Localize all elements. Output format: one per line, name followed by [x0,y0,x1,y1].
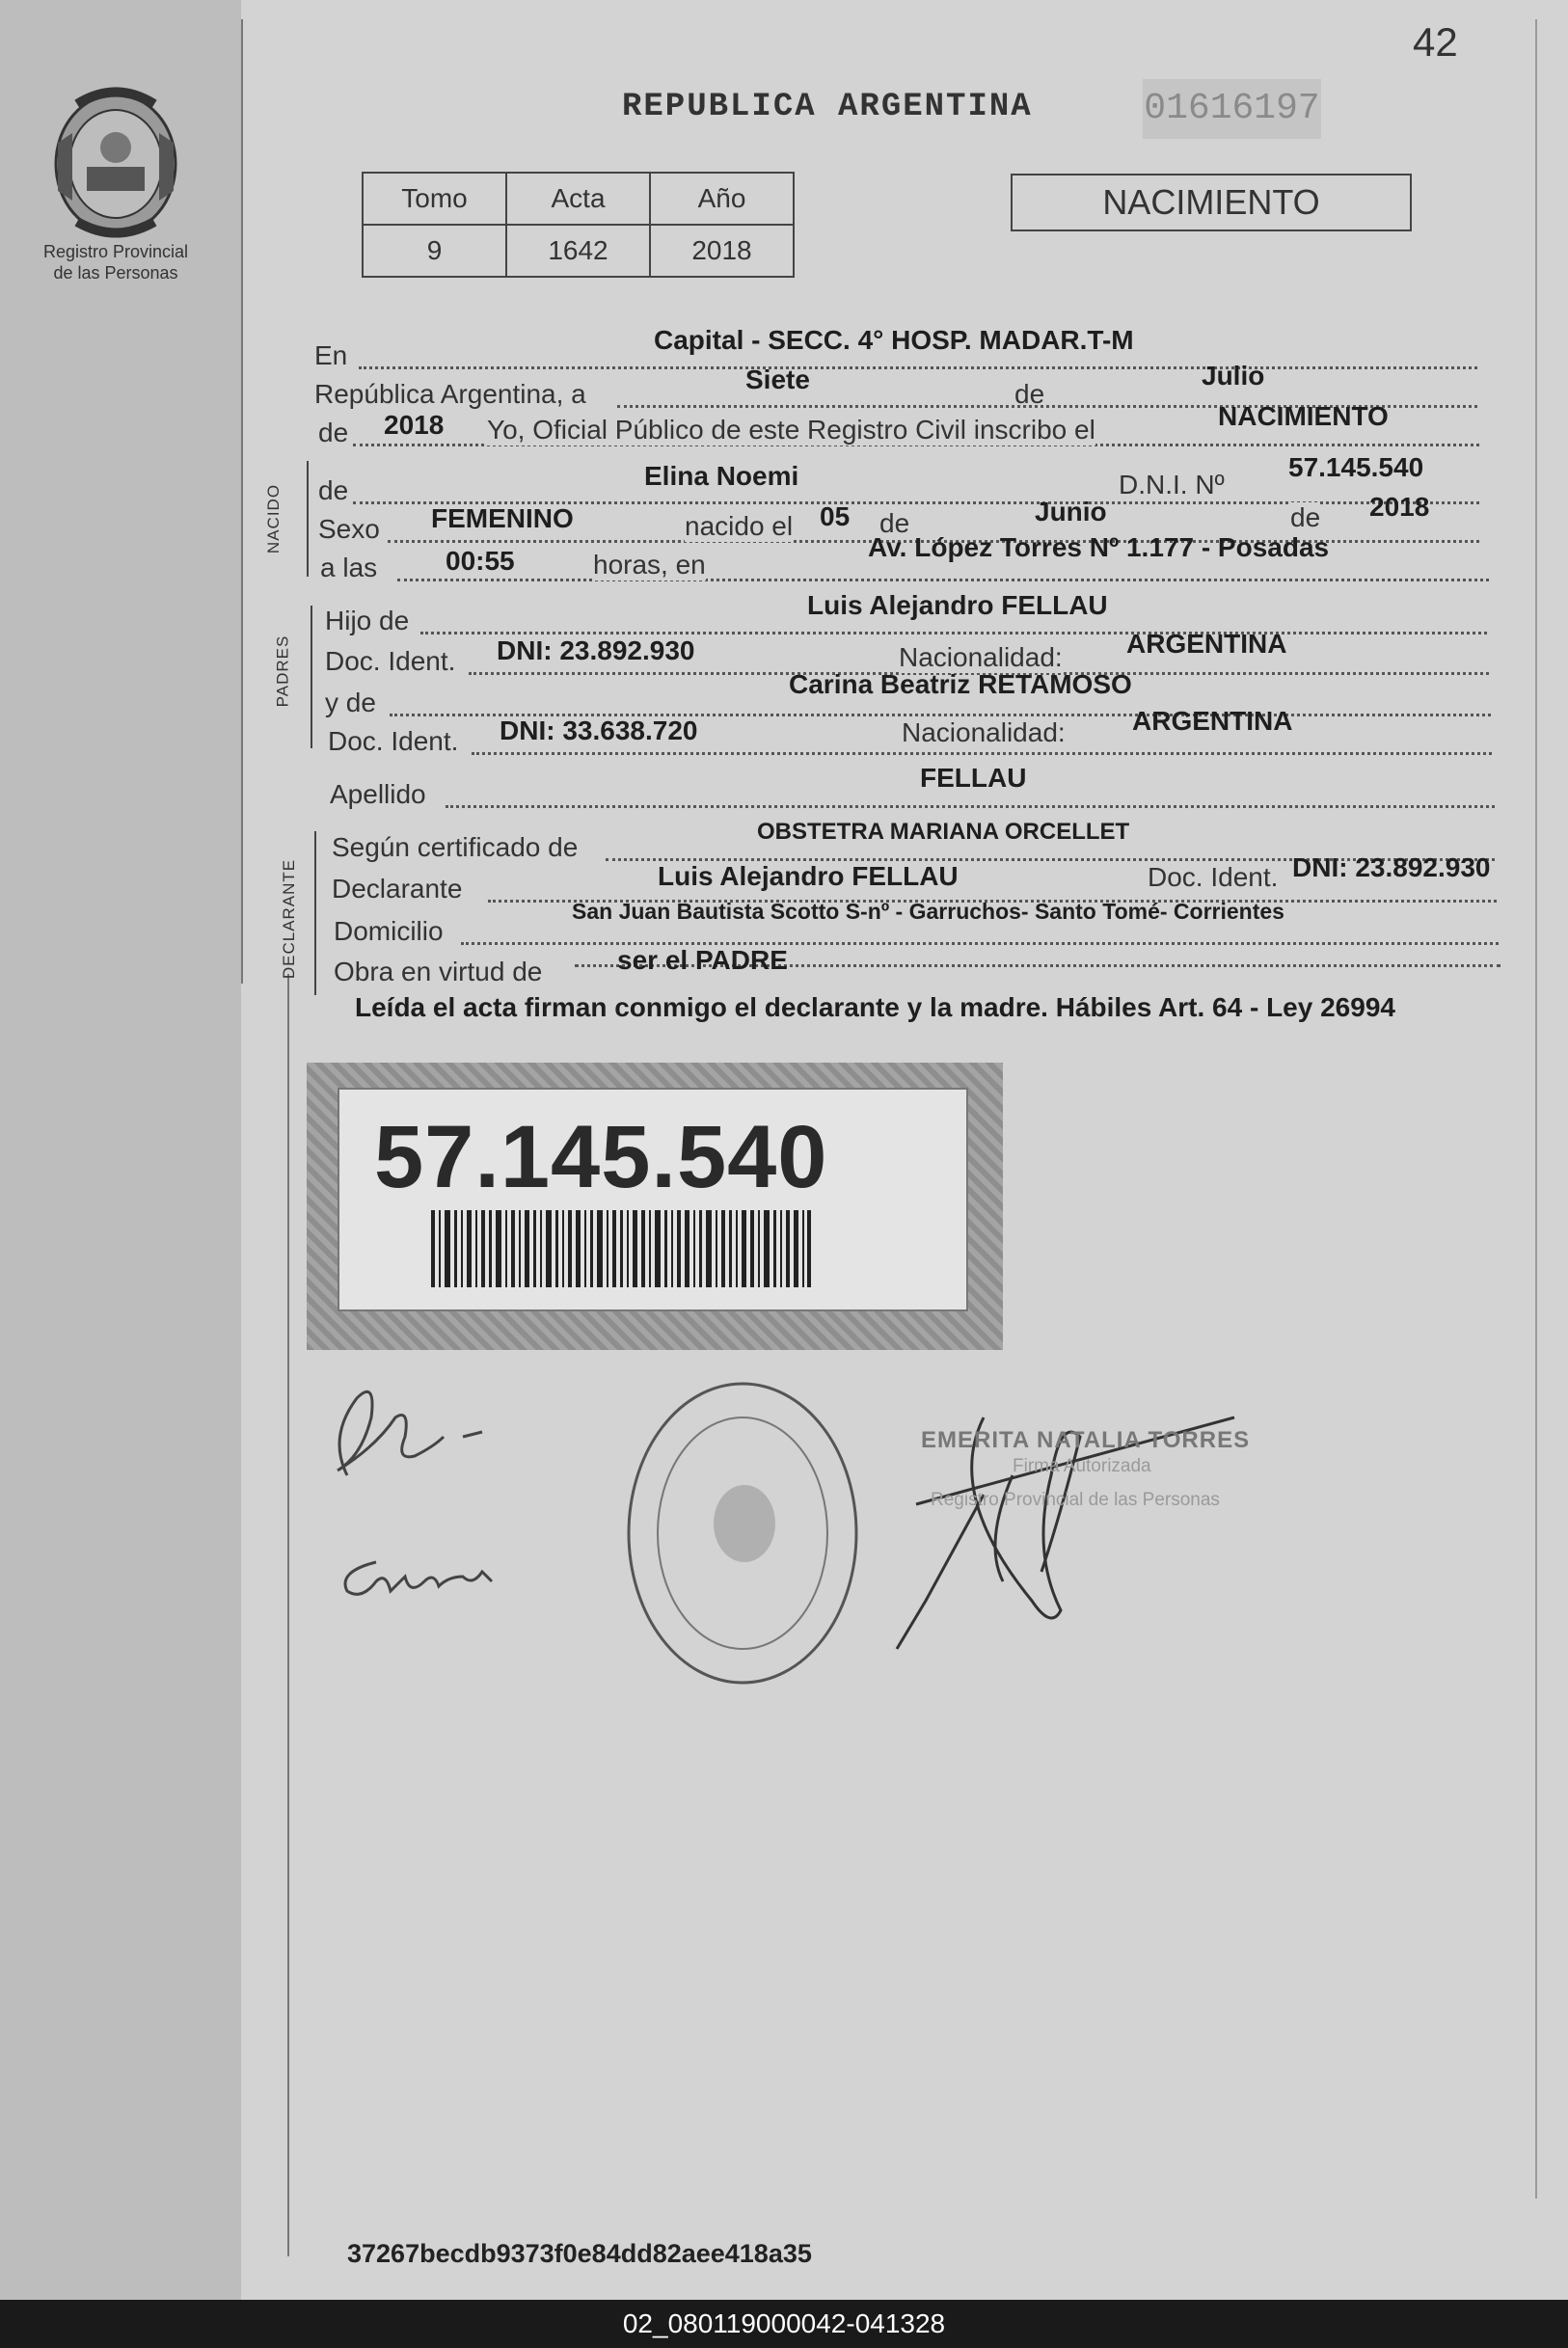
margin-line-upper [241,19,243,984]
mother-name: Carina Beatriz RETAMOSO [789,669,1132,699]
official-seal-icon [629,1384,856,1683]
official-organization: Registro Provincial de las Personas [931,1490,1220,1510]
de-label: de [1290,502,1321,532]
registration-month: Julio [1202,361,1265,391]
segun-certificado-label: Según certificado de [332,832,579,862]
registration-place: Capital - SECC. 4° HOSP. MADAR.T-M [654,325,1134,355]
republica-label: República Argentina, a [314,379,586,409]
misiones-emblem-icon [39,75,193,239]
serial-number: 01616197 [1143,79,1321,139]
registration-year: 2018 [384,410,445,440]
de-label: de [318,418,349,447]
nacido-side-label: NACIDO [264,483,284,554]
nacionalidad-label: Nacionalidad: [899,642,1063,672]
mother-doc: DNI: 33.638.720 [500,715,698,745]
certificate-issuer: OBSTETRA MARIANA ORCELLET [757,819,1130,845]
dotted-line [397,579,1489,581]
birth-month: Junio [1035,497,1107,526]
nacionalidad-label: Nacionalidad: [902,717,1066,747]
declarante-side-label: DECLARANTE [280,858,299,980]
page-number: 42 [1413,19,1458,65]
de-label: de [1014,379,1045,409]
registered-act: NACIMIENTO [1218,401,1389,431]
section-bar [311,606,312,748]
doc-ident-label: Doc. Ident. [325,646,456,676]
right-margin-line [1535,19,1537,2199]
issuer-line-1: Registro Provincial [42,242,189,261]
de-label: de [879,508,910,538]
document-title: REPUBLICA ARGENTINA [622,89,1033,125]
y-de-label: y de [325,688,376,717]
mother-signature-icon [345,1562,492,1594]
mother-nationality: ARGENTINA [1132,706,1293,736]
dotted-line [359,366,1477,369]
obra-label: Obra en virtud de [334,957,543,986]
declarant-capacity: ser el PADRE [617,945,788,975]
anio-header: Año [650,173,794,225]
birth-year: 2018 [1369,492,1430,522]
child-sex: FEMENINO [431,503,574,533]
nacido-el-label: nacido el [685,511,794,541]
child-dni: 57.145.540 [1288,452,1424,482]
dotted-line [446,805,1495,808]
dotted-line [472,752,1492,755]
anio-value: 2018 [650,225,794,277]
declarant-signature-icon [338,1391,482,1475]
margin-line-lower [287,974,289,2256]
tomo-header: Tomo [363,173,506,225]
tomo-value: 9 [363,225,506,277]
dni-label: D.N.I. Nº [1119,470,1225,499]
child-name: Elina Noemi [644,461,799,491]
horas-label: horas, en [593,550,706,580]
footer-filename: 02_080119000042-041328 [0,2300,1568,2348]
birth-day: 05 [820,501,851,531]
left-margin-strip [0,0,241,2300]
padres-side-label: PADRES [273,634,292,708]
doc-ident-label: Doc. Ident. [328,726,459,756]
register-table [362,172,795,278]
barcode-icon [431,1210,812,1287]
declarante-label: Declarante [332,874,463,904]
issuer-caption [19,241,212,283]
dotted-line [420,632,1487,634]
section-bar [314,831,316,995]
act-type-box: NACIMIENTO [1011,174,1412,231]
de-label: de [318,475,349,505]
dni-tag-number: 57.145.540 [374,1108,828,1206]
acta-header: Acta [506,173,650,225]
birth-time: 00:55 [446,546,515,576]
father-name: Luis Alejandro FELLAU [807,590,1108,620]
closing-statement: Leída el acta firman conmigo el declarante y la madre. Hábiles Art. 64 - Ley 26994 [355,992,1395,1022]
section-bar [307,461,309,577]
doc-ident-label: Doc. Ident. [1148,862,1279,892]
domicilio-label: Domicilio [334,916,444,946]
hijo-de-label: Hijo de [325,606,410,635]
father-nationality: ARGENTINA [1126,629,1287,659]
surname: FELLAU [920,763,1027,793]
en-label: En [314,340,348,370]
registration-day: Siete [745,364,810,394]
apellido-label: Apellido [330,779,426,809]
official-role: Firma Autorizada [1013,1456,1151,1476]
declarant-name: Luis Alejandro FELLAU [658,861,959,891]
declarant-doc: DNI: 23.892.930 [1292,852,1491,882]
declarant-address: San Juan Bautista Scotto S-nº - Garruchos- Santo Tomé- Corrientes [572,899,1284,924]
sexo-label: Sexo [318,514,380,544]
official-name: EMERITA NATALIA TORRES [921,1427,1251,1453]
birth-place: Av. López Torres Nº 1.177 - Posadas [868,532,1330,562]
issuer-line-2: de las Personas [53,263,178,283]
yo-label: Yo, Oficial Público de este Registro Civil inscribo el [487,415,1095,445]
document-hash: 37267becdb9373f0e84dd82aee418a35 [347,2239,812,2268]
acta-value: 1642 [506,225,650,277]
father-doc: DNI: 23.892.930 [497,635,695,665]
a-las-label: a las [320,553,378,582]
